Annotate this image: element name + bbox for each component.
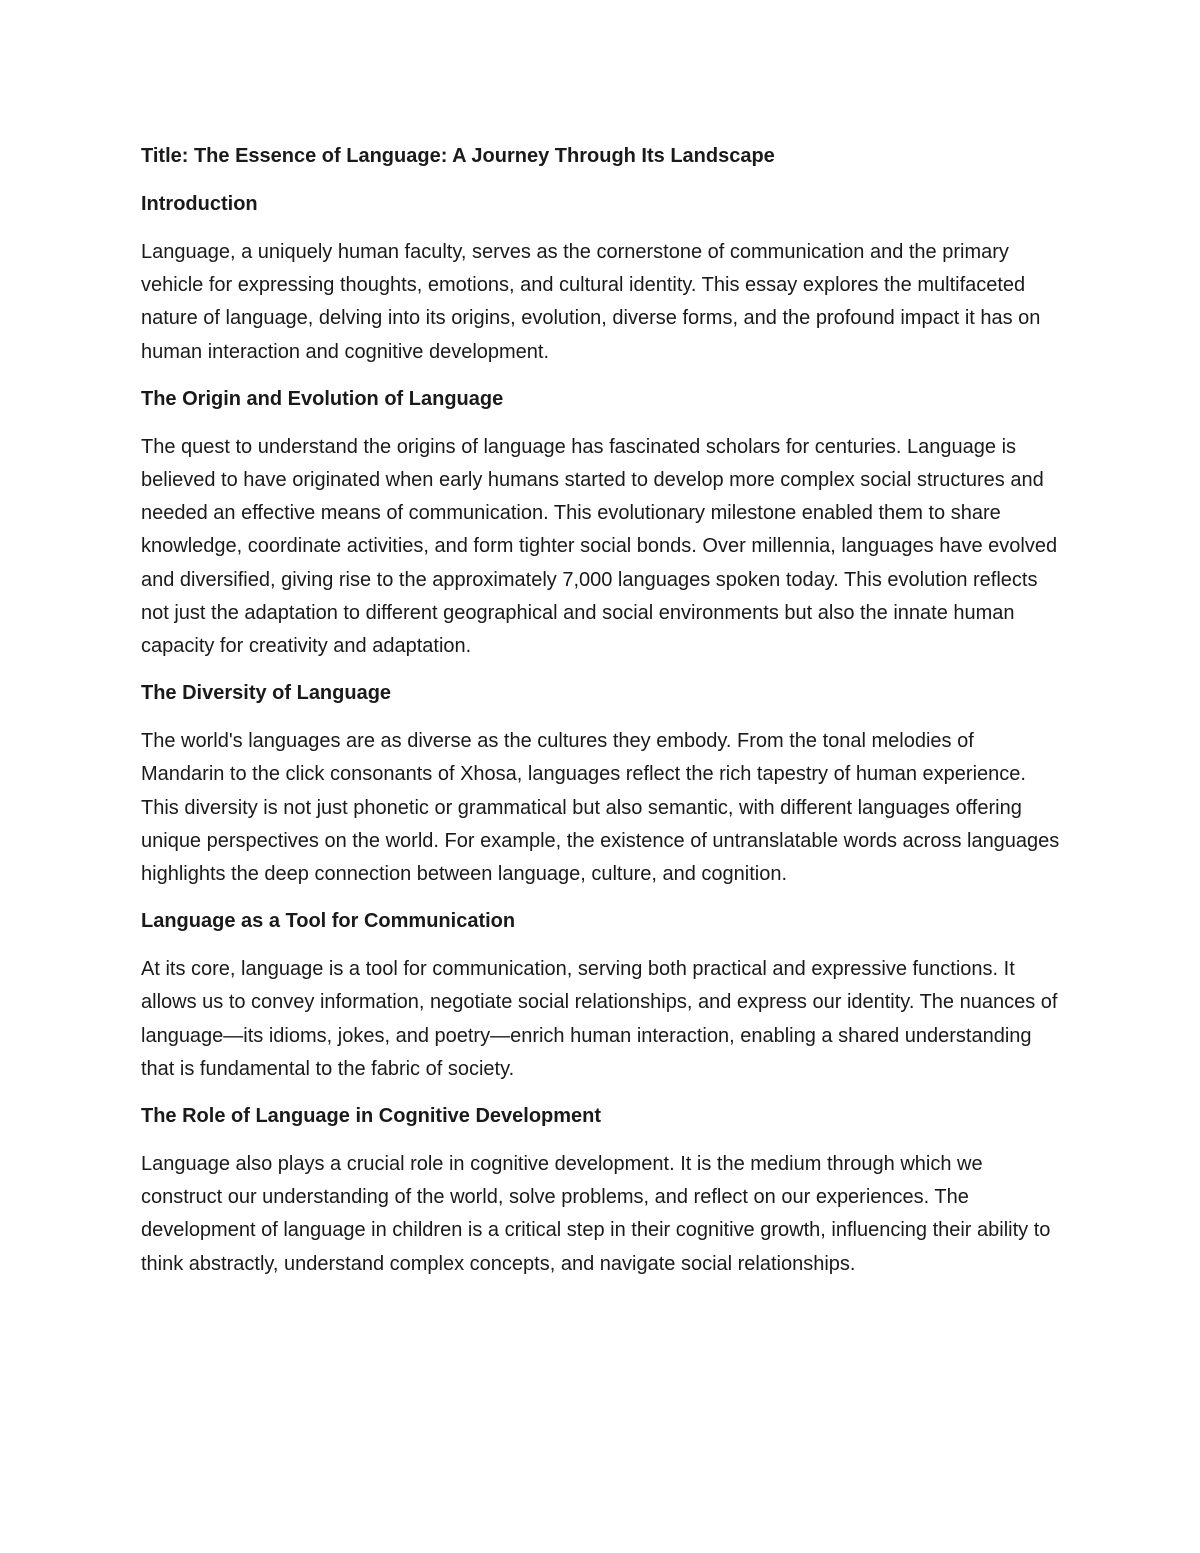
section-introduction	[141, 188, 1061, 369]
section-origin-evolution	[141, 383, 1061, 663]
section-communication-tool	[141, 905, 1061, 1086]
section-diversity	[141, 677, 1061, 891]
section-heading: The Role of Language in Cognitive Development	[141, 1105, 602, 1128]
document-title: Title: The Essence of Language: A Journey Through Its Landscape	[141, 145, 775, 167]
section-paragraph: Language also plays a crucial role in cognitive development. It is the medium through which we construct our understanding of the world, solve problems, and reflect on our experiences. The development of language in children is a critical step in their cognitive growth, influencing their ability to think abstractly, understand complex concepts, and navigate social relationships.	[141, 1153, 1051, 1275]
section-paragraph: The quest to understand the origins of language has fascinated scholars for centuries. Language is believed to have originated when early humans started to develop more complex social structures and needed an effective means of communication. This evolutionary milestone enabled them to share knowledge, coordinate activities, and form tighter social bonds. Over millennia, languages have evolved and diversified, giving rise to the approximately 7,000 languages spoken today. This evolution reflects not just the adaptation to different geographical and social environments but also the innate human capacity for creativity and adaptation.	[141, 435, 1058, 658]
section-paragraph: The world's languages are as diverse as the cultures they embody. From the tonal melodies of Mandarin to the click consonants of Xhosa, languages reflect the rich tapestry of human experience. This diversity is not just phonetic or grammatical but also semantic, with different languages offering unique perspectives on the world. For example, the existence of untranslatable words across languages highlights the deep connection between language, culture, and cognition.	[141, 730, 1060, 886]
section-heading: Language as a Tool for Communication	[141, 910, 516, 933]
document-page	[141, 140, 1061, 1295]
section-heading: Introduction	[141, 193, 258, 215]
section-heading: The Diversity of Language	[141, 682, 392, 705]
section-paragraph: At its core, language is a tool for communication, serving both practical and expressive functions. It allows us to convey information, negotiate social relationships, and express our identity. The nuances of language—its idioms, jokes, and poetry—enrich human interaction, enabling a shared understanding that is fundamental to the fabric of society.	[141, 958, 1058, 1080]
section-paragraph: Language, a uniquely human faculty, serves as the cornerstone of communication and the primary vehicle for expressing thoughts, emotions, and cultural identity. This essay explores the multifaceted nature of language, delving into its origins, evolution, diverse forms, and the profound impact it has on human interaction and cognitive development.	[141, 241, 1041, 363]
section-cognitive-development	[141, 1100, 1061, 1281]
section-heading: The Origin and Evolution of Language	[141, 387, 504, 410]
